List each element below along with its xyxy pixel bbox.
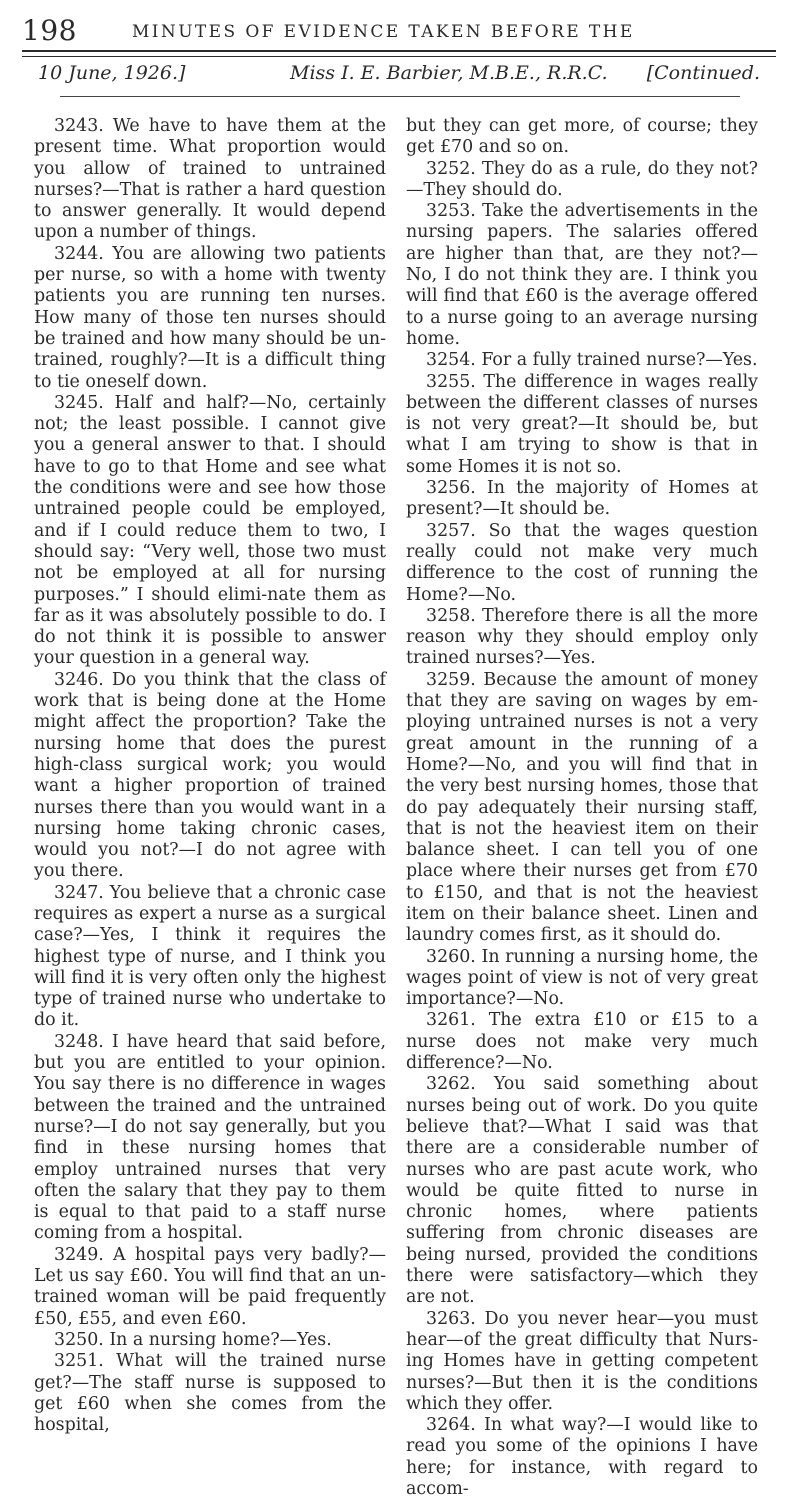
evidence-paragraph: 3262. You said something about nurses being out of work. Do you quite believe that?—What I said was that there are a considerable number of nurses who are past acute work, who would be quite fitted to nurse in chronic homes, where patients suffering from chronic diseases are being nursed, provided the conditions there were satisfactory—which they are not.: [406, 1074, 758, 1308]
evidence-paragraph: 3263. Do you never hear—you must hear—of the great difficulty that Nurs-ing Homes have in getting competent nurses?—But then it is the conditions which they offer.: [406, 1308, 758, 1414]
evidence-paragraph: 3244. You are allowing two patients per nurse, so with a home with twenty patients you are running ten nurses. How many of those ten nurses should be trained and how many should be un-trained, roughly?—It is a difficult thing to tie oneself down.: [34, 243, 386, 392]
evidence-paragraph: 3257. So that the wages question really could not make very much difference to the cost of running the Home?—No.: [406, 520, 758, 605]
evidence-paragraph: 3249. A hospital pays very badly?—Let us say £60. You will find that an un-trained woman will be paid frequently £50, £55, and even £60.: [34, 1244, 386, 1329]
evidence-paragraph: 3253. Take the advertisements in the nursing papers. The salaries offered are higher than that, are they not?—No, I do not think they are. I think you will find that £60 is the average offered to a nurse going to an average nursing home.: [406, 201, 758, 349]
continued-marker: [Continued.: [646, 62, 760, 84]
evidence-paragraph: 3246. Do you think that the class of work that is being done at the Home might affect the proportion? Take the nursing home that does the purest high-class surgical work; you would want a higher proportion of trained nurses there than you would want in a nursing home taking chronic cases, would you not?—I do not agree with you there.: [34, 669, 386, 882]
subheader: [22, 60, 776, 90]
witness-name: Miss I. E. Barbier, M.B.E., R.R.C.: [290, 62, 608, 84]
page-number: 198: [22, 14, 77, 47]
evidence-paragraph: 3260. In running a nursing home, the wages point of view is not of very great importance?—No.: [406, 946, 758, 1010]
evidence-paragraph: 3258. Therefore there is all the more reason why they should employ only trained nurses?—Yes.: [406, 605, 758, 669]
evidence-paragraph: 3245. Half and half?—No, certainly not; the least possible. I cannot give you a general answer to that. I should have to go to that Home and see what the conditions were and see how those untrained people could be employed, and if I could reduce them to two, I should say: “Very well, those two must not be employed at all for nursing purposes.” I should elimi-nate them as far as it was absolutely possible to do. I do not think it is possible to answer your question in a general way.: [34, 392, 386, 669]
evidence-paragraph: 3255. The difference in wages really between the different classes of nurses is not very great?—It should be, but what I am trying to show is that in some Homes it is not so.: [406, 371, 758, 477]
evidence-paragraph: 3261. The extra £10 or £15 to a nurse does not make very much difference?—No.: [406, 1010, 758, 1074]
evidence-paragraph: 3247. You believe that a chronic case requires as expert a nurse as a surgical case?—Yes, I think it requires the highest type of nurse, and I think you will find it is very often only the highest type of trained nurse who undertake to do it.: [34, 882, 386, 1031]
left-column: [34, 116, 386, 1436]
running-title: MINUTES OF EVIDENCE TAKEN BEFORE THE: [132, 22, 635, 42]
evidence-paragraph: 3248. I have heard that said before, but you are entitled to your opinion. You say there is no difference in wages between the trained and the untrained nurse?—I do not say generally, but you find in these nursing homes that employ untrained nurses that very often the salary that they pay to them is equal to that paid to a staff nurse coming from a hospital.: [34, 1031, 386, 1244]
sitting-date: 10 June, 1926.]: [38, 62, 186, 84]
evidence-paragraph: 3243. We have to have them at the present time. What proportion would you allow of trained to untrained nurses?—That is rather a hard question to answer generally. It would depend upon a number of things.: [34, 116, 386, 243]
evidence-paragraph: 3250. In a nursing home?—Yes.: [54, 1329, 332, 1350]
evidence-paragraph: 3256. In the majority of Homes at present?—It should be.: [406, 478, 758, 520]
running-header: [22, 14, 776, 48]
header-rule: [22, 50, 776, 57]
evidence-paragraph: but they can get more, of course; they get £70 and so on.: [406, 116, 758, 158]
evidence-paragraph: 3251. What will the trained nurse get?—The staff nurse is supposed to get £60 when she comes from the hospital,: [34, 1351, 386, 1436]
evidence-paragraph: 3254. For a fully trained nurse?—Yes.: [426, 350, 758, 371]
evidence-paragraph: 3259. Because the amount of money that they are saving on wages by em-ploying untrained nurses is not a very great amount in the running of a Home?—No, and you will find that in the very best nursing homes, those that do pay adequately their nursing staff, that is not the heaviest item on their balance sheet. I can tell you of one place where their nurses get from £70 to £150, and that is not the heaviest item on their balance sheet. Linen and laundry comes first, as it should do.: [406, 669, 758, 946]
evidence-paragraph: 3264. In what way?—I would like to read you some of the opinions I have here; for instance, with regard to accom-: [406, 1415, 758, 1499]
right-column: [406, 116, 758, 1500]
subheader-rule: [60, 96, 740, 97]
evidence-paragraph: 3252. They do as a rule, do they not?—They should do.: [406, 158, 758, 200]
